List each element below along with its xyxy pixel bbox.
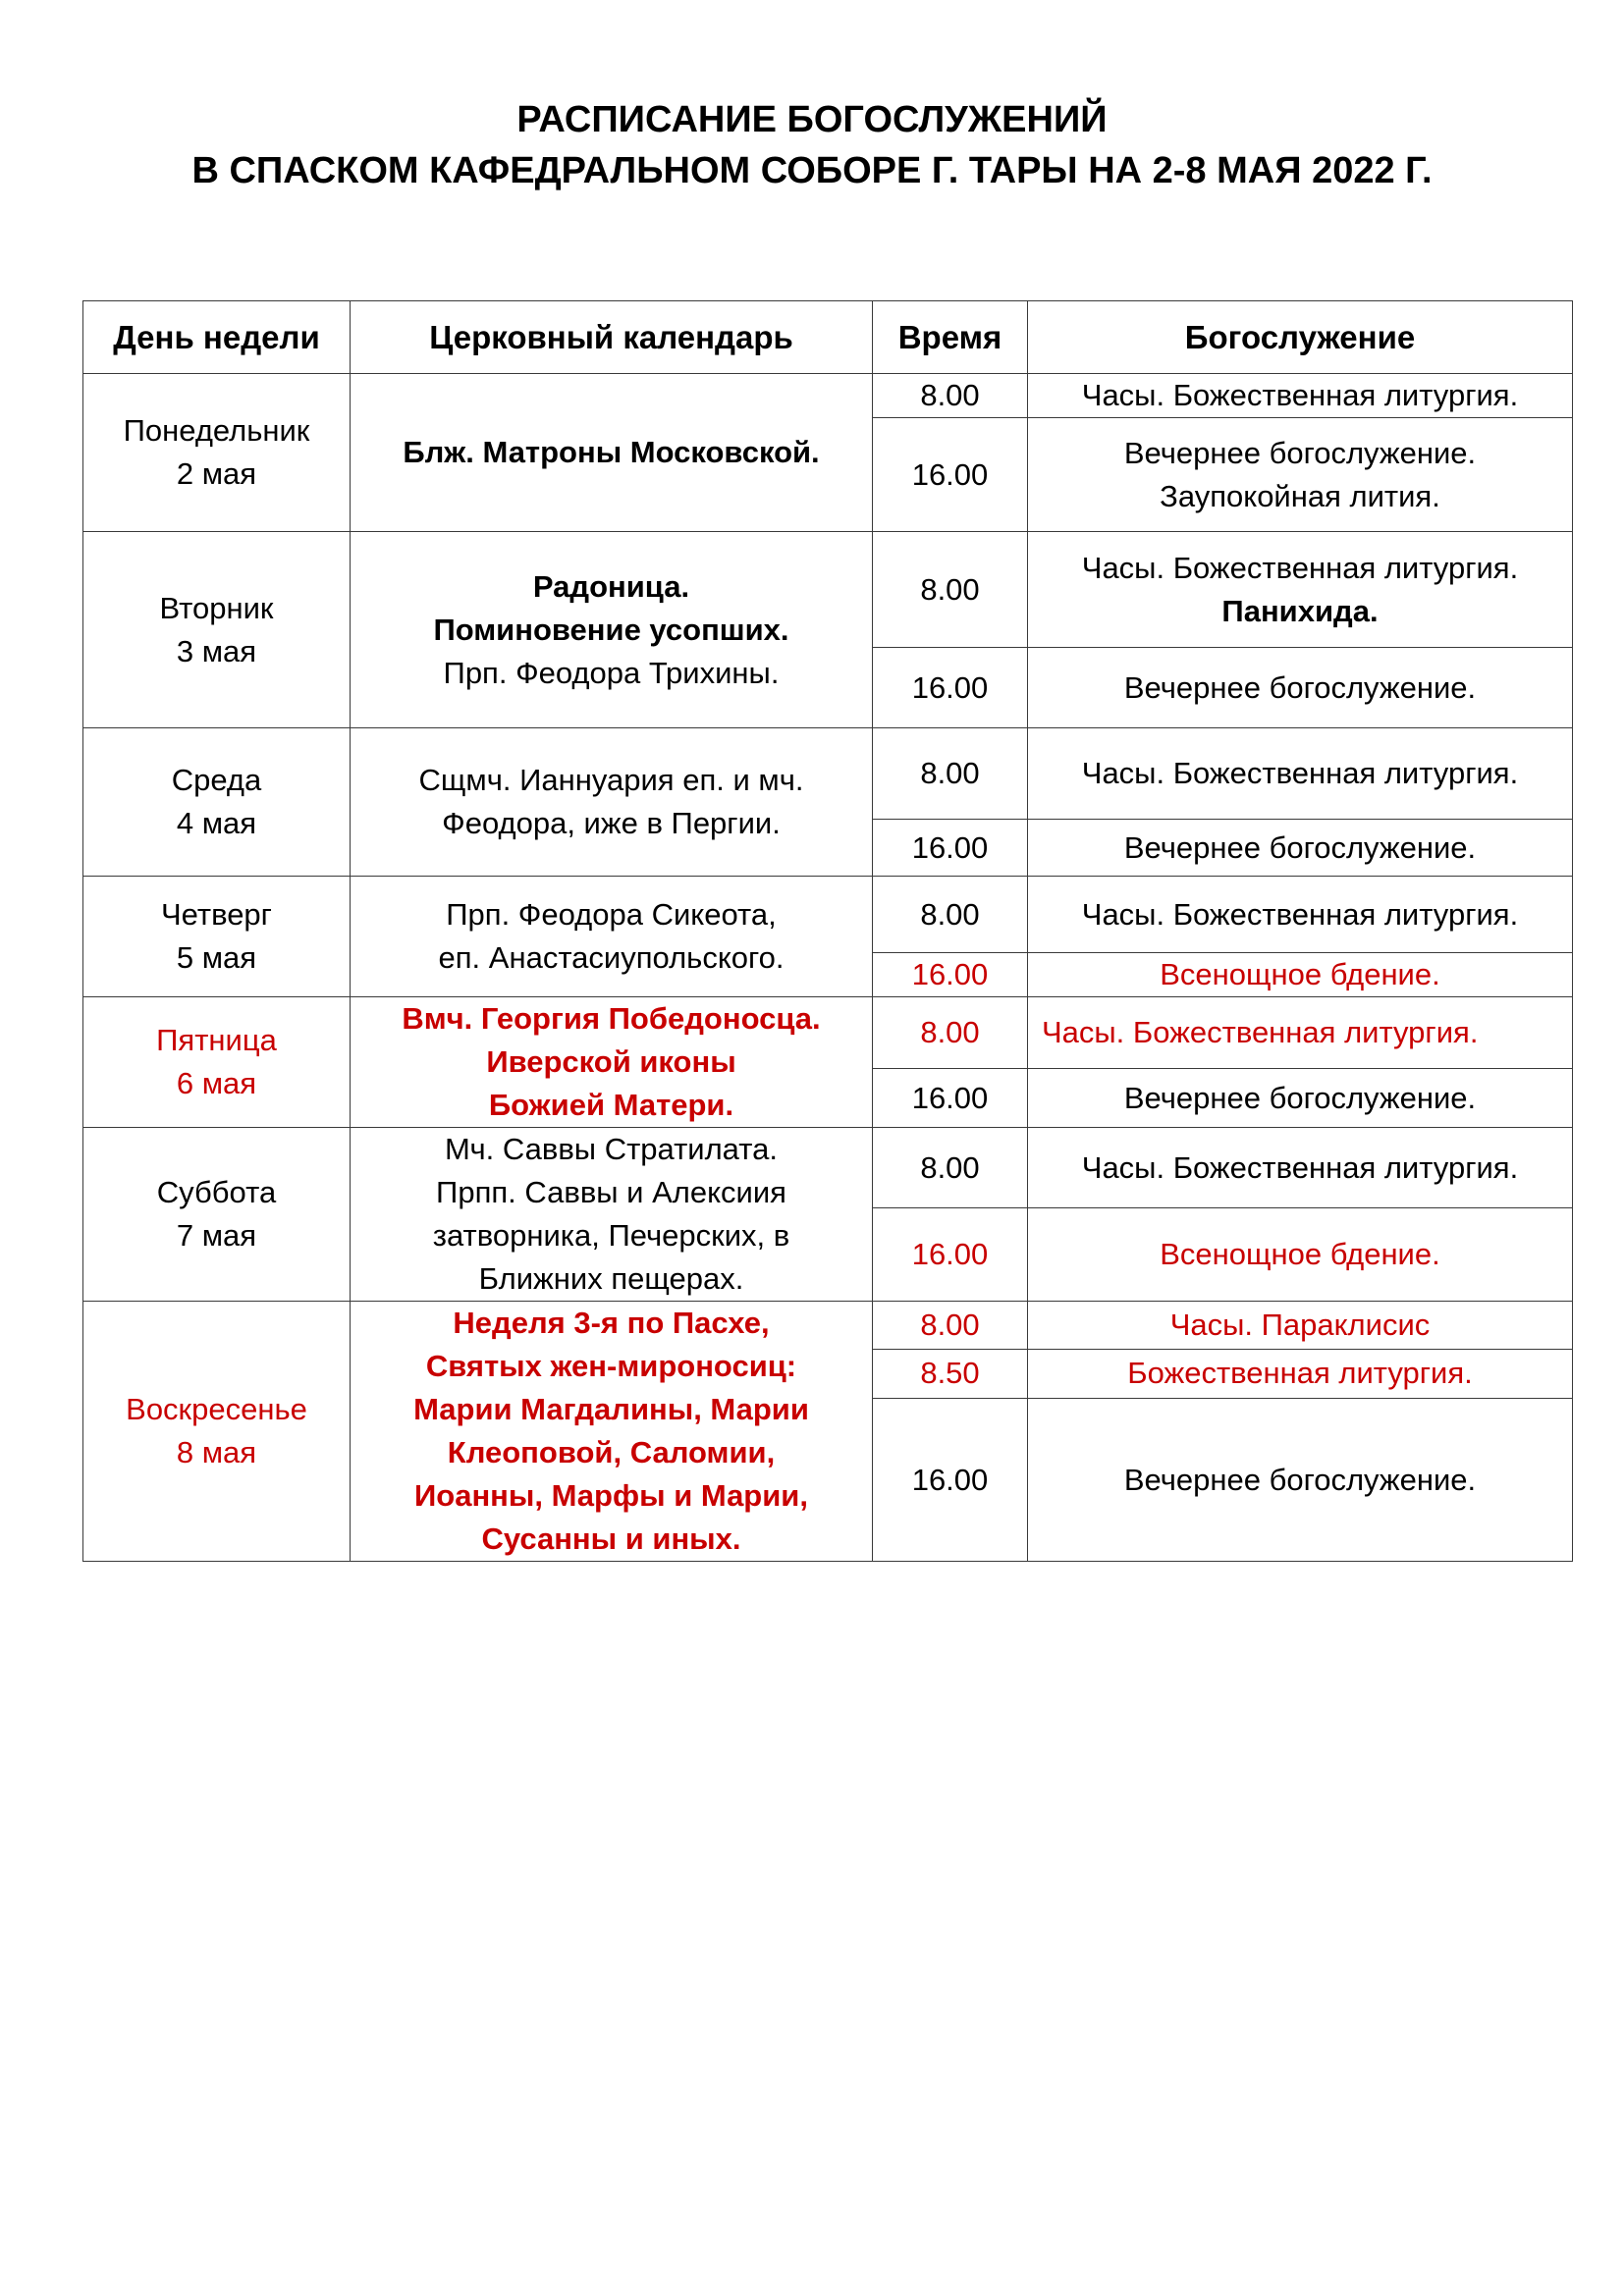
time-cell: 8.00 [873,728,1028,820]
day-name: Воскресенье [126,1392,307,1426]
time-cell: 8.50 [873,1349,1028,1399]
column-header-service: Богослужение [1028,301,1573,374]
calendar-cell [351,1302,873,1562]
column-header-time: Время [873,301,1028,374]
service-line: Вечернее богослужение. [1123,829,1477,865]
table-row [83,374,1573,418]
service-line: Часы. Божественная литургия. [1081,1149,1519,1185]
calendar-line: Сщмч. Ианнуария еп. и мч. [418,763,804,797]
service-line: Всенощное бдение. [1160,1237,1440,1272]
calendar-cell [351,374,873,532]
column-header-calendar: Церковный календарь [351,301,873,374]
service-line: Часы. Божественная литургия. [1081,756,1519,790]
service-cell [1028,1208,1573,1302]
time-cell: 16.00 [873,1208,1028,1302]
service-cell [1028,953,1573,997]
calendar-line: Божией Матери. [488,1088,734,1122]
calendar-cell [351,877,873,997]
service-cell [1028,1128,1573,1208]
day-cell [83,997,351,1128]
time-cell: 8.00 [873,1302,1028,1350]
time-cell: 8.00 [873,532,1028,648]
service-cell [1028,532,1573,648]
calendar-line: Вмч. Георгия Победоносца. [402,1001,821,1036]
service-line: Вечернее богослужение. [1123,1462,1477,1497]
calendar-cell [351,997,873,1128]
time-cell: 8.00 [873,877,1028,953]
service-line: Часы. Параклисис [1169,1307,1431,1342]
day-cell [83,374,351,532]
time-cell: 16.00 [873,1399,1028,1562]
title-line-1: РАСПИСАНИЕ БОГОСЛУЖЕНИЙ [516,99,1108,140]
time-cell: 8.00 [873,1128,1028,1208]
table-row [83,997,1573,1069]
calendar-line: Иоанны, Марфы и Марии, [414,1478,808,1513]
day-cell [83,1128,351,1302]
calendar-line: Клеоповой, Саломии, [447,1435,776,1469]
service-line: Вечернее богослужение. [1123,1080,1477,1115]
table-row [83,1128,1573,1208]
day-name: Понедельник [123,413,310,448]
day-date: 2 мая [176,456,257,491]
calendar-line: Ближних пещерах. [478,1261,744,1296]
service-line: Часы. Божественная литургия. [1081,896,1519,932]
header-row [83,301,1573,374]
service-cell [1028,877,1573,953]
calendar-line: Неделя 3-я по Пасхе, [453,1306,770,1340]
service-cell [1028,997,1573,1069]
service-cell [1028,648,1573,728]
calendar-cell [351,1128,873,1302]
day-cell [83,877,351,997]
page-title [0,94,1624,196]
time-cell: 16.00 [873,648,1028,728]
day-name: Среда [171,763,262,797]
calendar-line: Радоница. [532,568,690,604]
calendar-line: Блж. Матроны Московской. [403,435,820,469]
day-name: Четверг [161,897,272,932]
calendar-line: Прп. Феодора Трихины. [443,655,780,690]
calendar-line: Феодора, иже в Пергии. [442,806,781,840]
day-cell [83,1302,351,1562]
time-cell: 16.00 [873,1069,1028,1128]
service-cell [1028,820,1573,877]
time-cell: 16.00 [873,418,1028,532]
day-date: 7 мая [176,1218,257,1253]
calendar-cell [351,728,873,877]
service-line: Вечернее богослужение. [1123,435,1477,470]
day-date: 3 мая [176,633,257,668]
service-cell [1028,418,1573,532]
column-header-day: День недели [83,301,351,374]
time-cell: 8.00 [873,997,1028,1069]
table-row [83,877,1573,953]
time-cell: 16.00 [873,953,1028,997]
calendar-line: Поминовение усопших. [433,612,789,647]
service-line: Божественная литургия. [1127,1356,1473,1391]
day-name: Вторник [159,590,274,625]
time-cell: 8.00 [873,374,1028,418]
service-cell [1028,374,1573,418]
calendar-line: Марии Магдалины, Марии [413,1392,809,1426]
day-date: 8 мая [176,1435,257,1469]
day-name: Пятница [156,1023,277,1057]
calendar-line: Прп. Феодора Сикеота, [446,897,777,932]
service-line: Часы. Божественная литургия. [1081,550,1519,585]
day-name: Суббота [156,1175,277,1209]
calendar-line: затворника, Печерских, в [432,1218,790,1253]
day-cell [83,728,351,877]
service-line: Всенощное бдение. [1160,957,1440,991]
title-line-2: В СПАСКОМ КАФЕДРАЛЬНОМ СОБОРЕ Г. ТАРЫ НА 2-8 МАЯ 2022 Г. [191,150,1433,191]
service-cell [1028,1349,1573,1399]
service-cell [1028,1302,1573,1350]
day-date: 5 мая [176,940,257,975]
service-cell [1028,1399,1573,1562]
calendar-line: Сусанны и иных. [481,1522,741,1556]
table-row [83,728,1573,820]
calendar-line: Мч. Саввы Стратилата. [445,1132,778,1166]
calendar-cell [351,532,873,728]
day-cell [83,532,351,728]
calendar-line: Иверской иконы [486,1044,736,1079]
service-line: Вечернее богослужение. [1123,669,1477,705]
service-cell [1028,1069,1573,1128]
service-line: Заупокойная лития. [1160,478,1440,513]
time-cell: 16.00 [873,820,1028,877]
service-cell [1028,728,1573,820]
service-line: Часы. Божественная литургия. [1042,1015,1479,1049]
service-line: Часы. Божественная литургия. [1081,378,1519,412]
calendar-line: Святых жен-мироносиц: [425,1349,797,1383]
day-date: 4 мая [176,806,257,840]
schedule-table [82,300,1573,1562]
calendar-line: Прпп. Саввы и Алексиия [436,1175,786,1209]
calendar-line: еп. Анастасиупольского. [438,940,785,975]
table-row [83,1302,1573,1350]
service-line: Панихида. [1221,593,1379,628]
day-date: 6 мая [176,1066,257,1100]
table-row [83,532,1573,648]
